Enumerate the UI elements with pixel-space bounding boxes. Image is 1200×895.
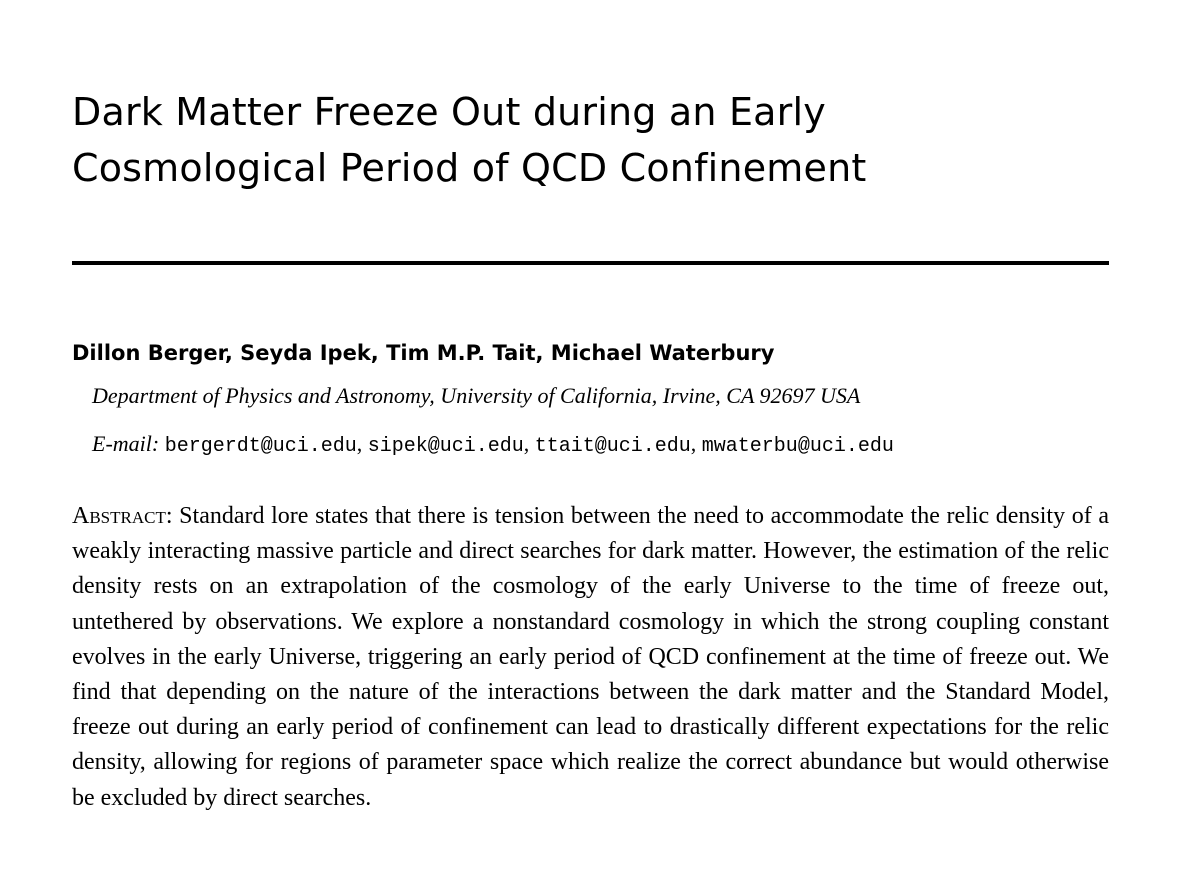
author-list: Dillon Berger, Seyda Ipek, Tim M.P. Tait, Michael Waterbury <box>72 341 775 365</box>
email-address[interactable]: mwaterbu@uci.edu <box>701 435 894 458</box>
abstract <box>72 499 1109 816</box>
title-divider <box>72 261 1109 265</box>
email-separator: , <box>356 431 368 456</box>
title-line-2: Cosmological Period of QCD Confinement <box>72 146 867 190</box>
affiliation: Department of Physics and Astronomy, University of California, Irvine, CA 92697 USA <box>92 383 861 408</box>
email-separator: , <box>523 431 535 456</box>
title-line-1: Dark Matter Freeze Out during an Early <box>72 90 826 134</box>
abstract-label: Abstract: <box>72 503 173 529</box>
email-line <box>92 429 894 462</box>
paper-title <box>72 84 1109 196</box>
email-address[interactable]: bergerdt@uci.edu <box>164 435 357 458</box>
email-address[interactable]: sipek@uci.edu <box>367 435 524 458</box>
email-address[interactable]: ttait@uci.edu <box>534 435 691 458</box>
email-label: E-mail: <box>92 431 160 456</box>
abstract-text: Standard lore states that there is tension between the need to accommodate the relic density of a weakly interacting massive particle and direct searches for dark matter. However, the estimation of the relic density rests on an extrapolation of the cosmology of the early Universe to the time of freeze out, untethered by observations. We explore a nonstandard cosmology in which the strong coupling constant evolves in the early Universe, triggering an early period of QCD confinement at the time of freeze out. We find that depending on the nature of the interactions between the dark matter and the Standard Model, freeze out during an early period of confinement can lead to drastically different expectations for the relic density, allowing for regions of parameter space which realize the correct abundance but would otherwise be excluded by direct searches. <box>72 503 1109 811</box>
email-separator: , <box>690 431 702 456</box>
paper-first-page <box>72 0 1109 895</box>
